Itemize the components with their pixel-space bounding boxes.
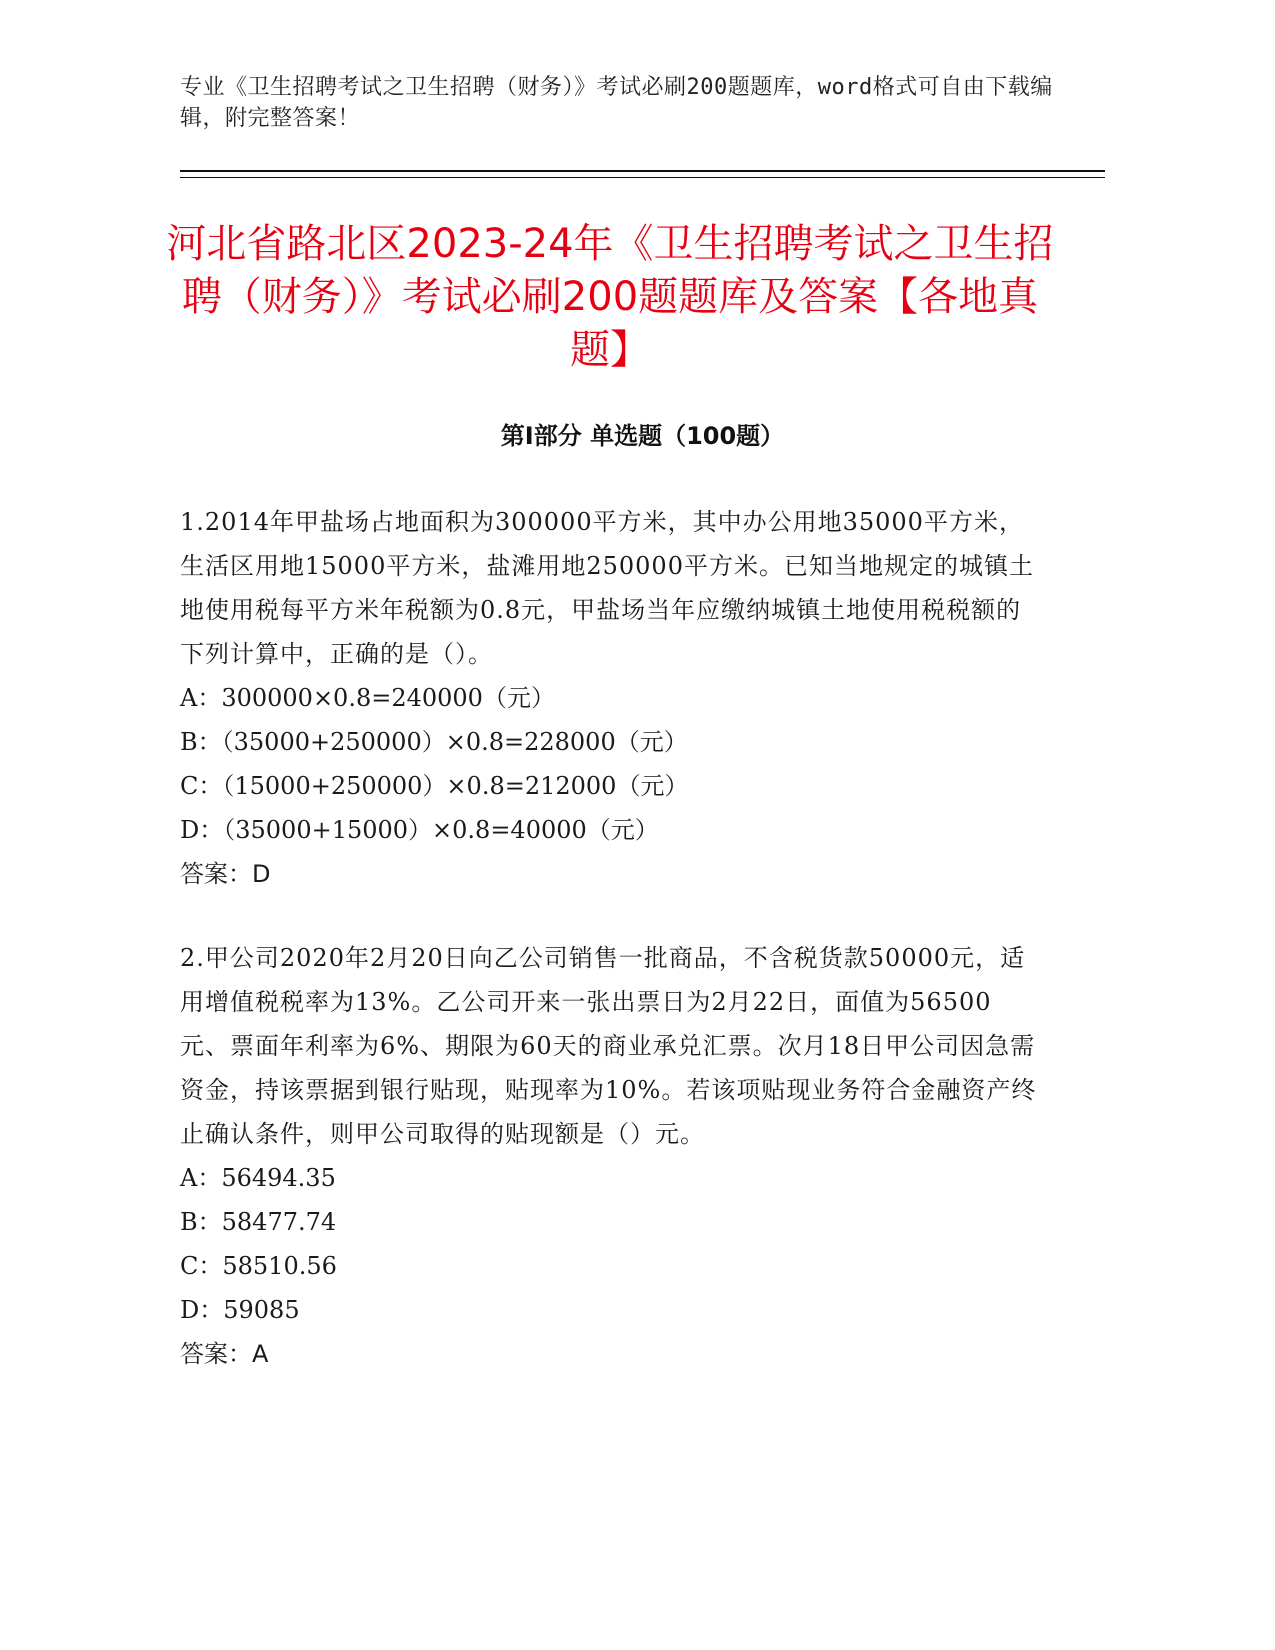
option-d: D：59085 <box>180 1296 300 1324</box>
header-divider-thin <box>180 177 1105 178</box>
answer: 答案：A <box>180 1340 269 1368</box>
section-heading: 第Ⅰ部分 单选题（100题） <box>500 422 785 450</box>
question-2 <box>180 936 1040 1376</box>
header-note: 专业《卫生招聘考试之卫生招聘（财务）》考试必刷200题题库，word格式可自由下载编辑，附完整答案！ <box>180 75 1053 131</box>
document-title: 河北省路北区2023-24年《卫生招聘考试之卫生招聘（财务）》考试必刷200题题库及答案【各地真题】 <box>166 221 1054 373</box>
header-divider-thick <box>180 170 1105 172</box>
question-stem: 1.2014年甲盐场占地面积为300000平方米，其中办公用地35000平方米，生活区用地15000平方米，盐滩用地250000平方米。已知当地规定的城镇土地使用税每平方米年税额为0.8元，甲盐场当年应缴纳城镇土地使用税税额的下列计算中，正确的是（）。 <box>180 508 1034 668</box>
option-b: B：（35000+250000）×0.8=228000（元） <box>180 728 688 756</box>
option-d: D：（35000+15000）×0.8=40000（元） <box>180 816 659 844</box>
question-1 <box>180 500 1040 896</box>
option-a: A：56494.35 <box>180 1164 336 1192</box>
option-c: C：（15000+250000）×0.8=212000（元） <box>180 772 689 800</box>
option-b: B：58477.74 <box>180 1208 337 1236</box>
option-c: C：58510.56 <box>180 1252 337 1280</box>
question-stem: 2.甲公司2020年2月20日向乙公司销售一批商品，不含税货款50000元，适用增值税税率为13%。乙公司开来一张出票日为2月22日，面值为56500元、票面年利率为6%、期限为60天的商业承兑汇票。次月18日甲公司因急需资金，持该票据到银行贴现，贴现率为10%。若该项贴现业务符合金融资产终止确认条件，则甲公司取得的贴现额是（）元。 <box>180 944 1037 1148</box>
option-a: A：300000×0.8=240000（元） <box>180 684 555 712</box>
answer: 答案：D <box>180 860 271 888</box>
